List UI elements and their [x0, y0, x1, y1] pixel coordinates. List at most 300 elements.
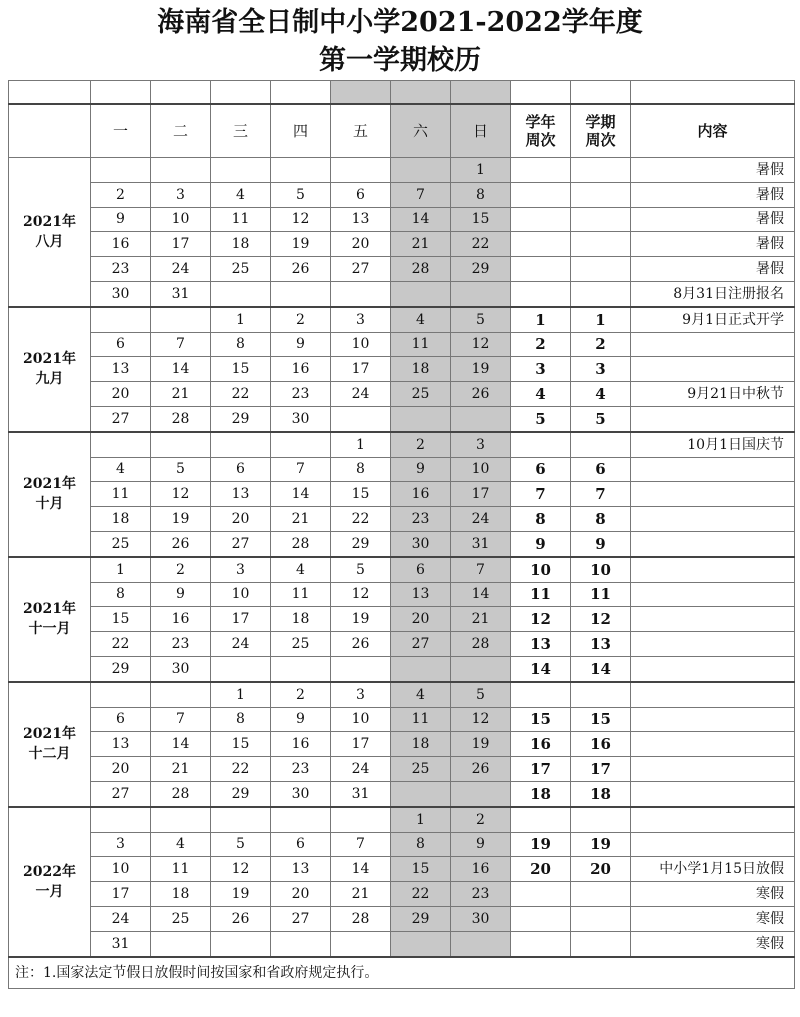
- content-cell: [631, 757, 795, 782]
- content-cell: 9月21日中秋节: [631, 382, 795, 407]
- day-cell: 7: [271, 457, 331, 482]
- day-cell: 10: [151, 207, 211, 232]
- week-row: [9, 158, 795, 183]
- term-week-cell: 15: [571, 707, 631, 732]
- day-cell: 8: [331, 457, 391, 482]
- day-cell: 18: [391, 732, 451, 757]
- term-week-cell: 5: [571, 406, 631, 431]
- day-cell: [151, 807, 211, 832]
- term-week-cell: 4: [571, 382, 631, 407]
- day-cell: 13: [91, 357, 151, 382]
- day-cell: 8: [451, 182, 511, 207]
- week-row: [9, 857, 795, 882]
- term-week-cell: 17: [571, 757, 631, 782]
- year-week-cell: 4: [511, 382, 571, 407]
- content-cell: [631, 457, 795, 482]
- day-cell: 28: [271, 531, 331, 556]
- day-cell: 6: [331, 182, 391, 207]
- day-cell: 9: [271, 332, 331, 357]
- day-cell: 12: [271, 207, 331, 232]
- week-row: [9, 207, 795, 232]
- day-cell: 14: [451, 582, 511, 607]
- content-cell: [631, 832, 795, 857]
- day-cell: 8: [391, 832, 451, 857]
- day-cell: 29: [451, 257, 511, 282]
- day-cell: 6: [271, 832, 331, 857]
- day-cell: 12: [151, 482, 211, 507]
- day-cell: 10: [331, 332, 391, 357]
- day-cell: 15: [451, 207, 511, 232]
- day-cell: 26: [451, 757, 511, 782]
- day-cell: 13: [391, 582, 451, 607]
- week-row: [9, 931, 795, 956]
- day-cell: [151, 158, 211, 183]
- week-row: [9, 682, 795, 707]
- header-row: [9, 104, 795, 158]
- year-week-cell: 3: [511, 357, 571, 382]
- day-cell: 13: [271, 857, 331, 882]
- day-cell: 17: [331, 357, 391, 382]
- term-week-cell: 13: [571, 632, 631, 657]
- day-cell: 23: [271, 382, 331, 407]
- header-day: 日: [451, 104, 511, 158]
- content-cell: [631, 682, 795, 707]
- day-cell: [331, 656, 391, 681]
- week-row: [9, 906, 795, 931]
- day-cell: 13: [91, 732, 151, 757]
- day-cell: 20: [211, 507, 271, 532]
- day-cell: 30: [451, 906, 511, 931]
- week-row: [9, 531, 795, 556]
- day-cell: 2: [91, 182, 151, 207]
- term-week-cell: 14: [571, 656, 631, 681]
- title-line-1: 海南省全日制中小学2021-2022学年度: [157, 7, 643, 38]
- day-cell: 11: [391, 707, 451, 732]
- month-label: 2021年 八月: [9, 158, 91, 307]
- year-week-cell: 8: [511, 507, 571, 532]
- day-cell: [211, 158, 271, 183]
- day-cell: 27: [91, 406, 151, 431]
- day-cell: 28: [451, 632, 511, 657]
- week-row: [9, 281, 795, 306]
- term-week-cell: 8: [571, 507, 631, 532]
- day-cell: 30: [391, 531, 451, 556]
- day-cell: 14: [151, 732, 211, 757]
- day-cell: [151, 682, 211, 707]
- term-week-cell: [571, 931, 631, 956]
- day-cell: 15: [211, 357, 271, 382]
- day-cell: [331, 281, 391, 306]
- day-cell: 29: [331, 531, 391, 556]
- content-cell: [631, 332, 795, 357]
- day-cell: 27: [331, 257, 391, 282]
- content-cell: 9月1日正式开学: [631, 307, 795, 332]
- term-week-cell: 2: [571, 332, 631, 357]
- day-cell: 22: [211, 757, 271, 782]
- term-week-cell: [571, 432, 631, 457]
- day-cell: [451, 781, 511, 806]
- day-cell: 8: [211, 332, 271, 357]
- day-cell: 23: [151, 632, 211, 657]
- header-day: 一: [91, 104, 151, 158]
- term-week-cell: [571, 207, 631, 232]
- day-cell: 7: [391, 182, 451, 207]
- day-cell: 20: [391, 607, 451, 632]
- content-cell: 寒假: [631, 906, 795, 931]
- note-row: [9, 957, 795, 989]
- day-cell: 25: [391, 757, 451, 782]
- day-cell: 27: [211, 531, 271, 556]
- day-cell: 5: [451, 307, 511, 332]
- content-cell: [631, 406, 795, 431]
- day-cell: 18: [211, 232, 271, 257]
- month-label: 2021年 十月: [9, 432, 91, 557]
- day-cell: 9: [151, 582, 211, 607]
- day-cell: 6: [91, 332, 151, 357]
- day-cell: 3: [331, 682, 391, 707]
- day-cell: 14: [391, 207, 451, 232]
- year-week-cell: 16: [511, 732, 571, 757]
- term-week-cell: [571, 158, 631, 183]
- day-cell: 24: [151, 257, 211, 282]
- content-cell: [631, 632, 795, 657]
- day-cell: 3: [331, 307, 391, 332]
- week-row: [9, 632, 795, 657]
- week-row: [9, 357, 795, 382]
- day-cell: 6: [91, 707, 151, 732]
- day-cell: 10: [211, 582, 271, 607]
- day-cell: [271, 158, 331, 183]
- content-cell: [631, 732, 795, 757]
- day-cell: 30: [151, 656, 211, 681]
- title-line-2: 第一学期校历: [319, 45, 481, 76]
- day-cell: [331, 931, 391, 956]
- day-cell: 11: [91, 482, 151, 507]
- year-week-cell: [511, 232, 571, 257]
- day-cell: 2: [151, 557, 211, 582]
- day-cell: [211, 432, 271, 457]
- day-cell: 22: [391, 882, 451, 907]
- day-cell: 16: [271, 732, 331, 757]
- day-cell: 29: [91, 656, 151, 681]
- day-cell: [451, 406, 511, 431]
- year-week-cell: 1: [511, 307, 571, 332]
- day-cell: 19: [151, 507, 211, 532]
- content-cell: 中小学1月15日放假: [631, 857, 795, 882]
- day-cell: [151, 931, 211, 956]
- day-cell: 26: [331, 632, 391, 657]
- day-cell: 28: [331, 906, 391, 931]
- day-cell: [91, 432, 151, 457]
- day-cell: 3: [151, 182, 211, 207]
- day-cell: 19: [211, 882, 271, 907]
- year-week-cell: 15: [511, 707, 571, 732]
- day-cell: 5: [451, 682, 511, 707]
- day-cell: 4: [271, 557, 331, 582]
- day-cell: 7: [331, 832, 391, 857]
- day-cell: 16: [391, 482, 451, 507]
- year-week-cell: [511, 807, 571, 832]
- day-cell: 22: [91, 632, 151, 657]
- day-cell: [91, 807, 151, 832]
- content-cell: 暑假: [631, 158, 795, 183]
- term-week-cell: [571, 882, 631, 907]
- year-week-cell: [511, 882, 571, 907]
- header-day: 五: [331, 104, 391, 158]
- day-cell: 29: [211, 406, 271, 431]
- day-cell: [391, 158, 451, 183]
- day-cell: 29: [391, 906, 451, 931]
- day-cell: [271, 432, 331, 457]
- day-cell: 23: [91, 257, 151, 282]
- year-week-cell: [511, 931, 571, 956]
- year-week-cell: 11: [511, 582, 571, 607]
- week-row: [9, 257, 795, 282]
- day-cell: [151, 307, 211, 332]
- week-row: [9, 732, 795, 757]
- year-week-cell: 5: [511, 406, 571, 431]
- header-day: 二: [151, 104, 211, 158]
- day-cell: 27: [91, 781, 151, 806]
- week-row: [9, 232, 795, 257]
- day-cell: 27: [271, 906, 331, 931]
- day-cell: 12: [331, 582, 391, 607]
- day-cell: [271, 281, 331, 306]
- day-cell: 1: [211, 682, 271, 707]
- week-row: [9, 781, 795, 806]
- day-cell: 18: [271, 607, 331, 632]
- term-week-cell: [571, 281, 631, 306]
- header-content: 内容: [631, 104, 795, 158]
- day-cell: 4: [91, 457, 151, 482]
- day-cell: 3: [451, 432, 511, 457]
- day-cell: 3: [211, 557, 271, 582]
- day-cell: [211, 656, 271, 681]
- day-cell: 17: [151, 232, 211, 257]
- content-cell: [631, 707, 795, 732]
- day-cell: 31: [151, 281, 211, 306]
- content-cell: 寒假: [631, 931, 795, 956]
- day-cell: 9: [271, 707, 331, 732]
- day-cell: 13: [331, 207, 391, 232]
- day-cell: [271, 807, 331, 832]
- term-week-cell: 20: [571, 857, 631, 882]
- day-cell: [331, 807, 391, 832]
- day-cell: 1: [331, 432, 391, 457]
- week-row: [9, 457, 795, 482]
- day-cell: 7: [151, 707, 211, 732]
- content-cell: 暑假: [631, 207, 795, 232]
- day-cell: 10: [331, 707, 391, 732]
- day-cell: [331, 158, 391, 183]
- year-week-cell: 7: [511, 482, 571, 507]
- day-cell: 25: [391, 382, 451, 407]
- content-cell: [631, 507, 795, 532]
- term-week-cell: 10: [571, 557, 631, 582]
- day-cell: 5: [331, 557, 391, 582]
- header-month: [9, 104, 91, 158]
- year-week-cell: 10: [511, 557, 571, 582]
- term-week-cell: 3: [571, 357, 631, 382]
- week-row: [9, 832, 795, 857]
- day-cell: 31: [91, 931, 151, 956]
- year-week-cell: [511, 682, 571, 707]
- day-cell: 31: [331, 781, 391, 806]
- day-cell: [211, 281, 271, 306]
- day-cell: 21: [331, 882, 391, 907]
- week-row: [9, 582, 795, 607]
- term-week-cell: 1: [571, 307, 631, 332]
- day-cell: 11: [391, 332, 451, 357]
- page-title: [0, 0, 800, 82]
- week-row: [9, 332, 795, 357]
- day-cell: 18: [91, 507, 151, 532]
- footnote: 注：1.国家法定节假日放假时间按国家和省政府规定执行。: [9, 957, 795, 989]
- day-cell: [91, 307, 151, 332]
- day-cell: 17: [91, 882, 151, 907]
- day-cell: 25: [91, 531, 151, 556]
- day-cell: [451, 281, 511, 306]
- term-week-cell: 16: [571, 732, 631, 757]
- day-cell: 28: [151, 406, 211, 431]
- day-cell: 8: [211, 707, 271, 732]
- week-row: [9, 757, 795, 782]
- year-week-cell: [511, 257, 571, 282]
- day-cell: 21: [151, 382, 211, 407]
- day-cell: [391, 406, 451, 431]
- day-cell: 7: [451, 557, 511, 582]
- header-day: 六: [391, 104, 451, 158]
- week-row: [9, 382, 795, 407]
- day-cell: [91, 158, 151, 183]
- week-row: [9, 557, 795, 582]
- day-cell: [391, 931, 451, 956]
- year-week-cell: 6: [511, 457, 571, 482]
- term-week-cell: [571, 682, 631, 707]
- month-label: 2021年 九月: [9, 307, 91, 432]
- term-week-cell: 11: [571, 582, 631, 607]
- year-week-cell: [511, 281, 571, 306]
- month-label: 2021年 十一月: [9, 557, 91, 682]
- month-label: 2021年 十二月: [9, 682, 91, 807]
- day-cell: 6: [391, 557, 451, 582]
- day-cell: 2: [271, 307, 331, 332]
- day-cell: 18: [151, 882, 211, 907]
- day-cell: 26: [151, 531, 211, 556]
- day-cell: 23: [271, 757, 331, 782]
- day-cell: 19: [271, 232, 331, 257]
- day-cell: 30: [91, 281, 151, 306]
- day-cell: 26: [271, 257, 331, 282]
- day-cell: 24: [211, 632, 271, 657]
- content-cell: [631, 531, 795, 556]
- year-week-cell: 13: [511, 632, 571, 657]
- content-cell: 寒假: [631, 882, 795, 907]
- day-cell: 11: [151, 857, 211, 882]
- term-week-cell: 6: [571, 457, 631, 482]
- day-cell: 4: [391, 682, 451, 707]
- year-week-cell: 14: [511, 656, 571, 681]
- day-cell: 11: [211, 207, 271, 232]
- week-row: [9, 182, 795, 207]
- day-cell: 21: [451, 607, 511, 632]
- day-cell: 1: [391, 807, 451, 832]
- year-week-cell: 20: [511, 857, 571, 882]
- day-cell: 25: [151, 906, 211, 931]
- content-cell: 暑假: [631, 182, 795, 207]
- year-week-cell: 18: [511, 781, 571, 806]
- content-cell: 10月1日国庆节: [631, 432, 795, 457]
- term-week-cell: [571, 807, 631, 832]
- day-cell: 5: [271, 182, 331, 207]
- day-cell: 24: [331, 757, 391, 782]
- day-cell: 16: [91, 232, 151, 257]
- day-cell: 18: [391, 357, 451, 382]
- day-cell: [451, 656, 511, 681]
- content-cell: [631, 607, 795, 632]
- day-cell: 31: [451, 531, 511, 556]
- day-cell: 15: [331, 482, 391, 507]
- week-row: [9, 307, 795, 332]
- month-label: 2022年 一月: [9, 807, 91, 957]
- day-cell: 4: [151, 832, 211, 857]
- content-cell: [631, 557, 795, 582]
- day-cell: 24: [331, 382, 391, 407]
- content-cell: [631, 582, 795, 607]
- day-cell: [211, 931, 271, 956]
- day-cell: [391, 781, 451, 806]
- day-cell: 9: [451, 832, 511, 857]
- spacer-row: [9, 81, 795, 105]
- content-cell: [631, 357, 795, 382]
- year-week-cell: [511, 432, 571, 457]
- week-row: [9, 607, 795, 632]
- day-cell: 11: [271, 582, 331, 607]
- week-row: [9, 656, 795, 681]
- day-cell: 16: [451, 857, 511, 882]
- day-cell: 15: [391, 857, 451, 882]
- day-cell: 30: [271, 406, 331, 431]
- week-row: [9, 482, 795, 507]
- day-cell: 22: [331, 507, 391, 532]
- day-cell: 19: [331, 607, 391, 632]
- year-week-cell: [511, 182, 571, 207]
- day-cell: 12: [451, 332, 511, 357]
- day-cell: 25: [271, 632, 331, 657]
- day-cell: 23: [391, 507, 451, 532]
- day-cell: [391, 656, 451, 681]
- day-cell: 14: [151, 357, 211, 382]
- year-week-cell: 12: [511, 607, 571, 632]
- year-week-cell: 9: [511, 531, 571, 556]
- term-week-cell: 19: [571, 832, 631, 857]
- term-week-cell: 18: [571, 781, 631, 806]
- day-cell: [331, 406, 391, 431]
- day-cell: 17: [451, 482, 511, 507]
- day-cell: 15: [211, 732, 271, 757]
- day-cell: 5: [211, 832, 271, 857]
- header-term-week: 学期 周次: [571, 104, 631, 158]
- content-cell: [631, 482, 795, 507]
- day-cell: 20: [91, 757, 151, 782]
- day-cell: 28: [391, 257, 451, 282]
- day-cell: 26: [451, 382, 511, 407]
- day-cell: 15: [91, 607, 151, 632]
- day-cell: 14: [271, 482, 331, 507]
- year-week-cell: 2: [511, 332, 571, 357]
- day-cell: [451, 931, 511, 956]
- year-week-cell: 17: [511, 757, 571, 782]
